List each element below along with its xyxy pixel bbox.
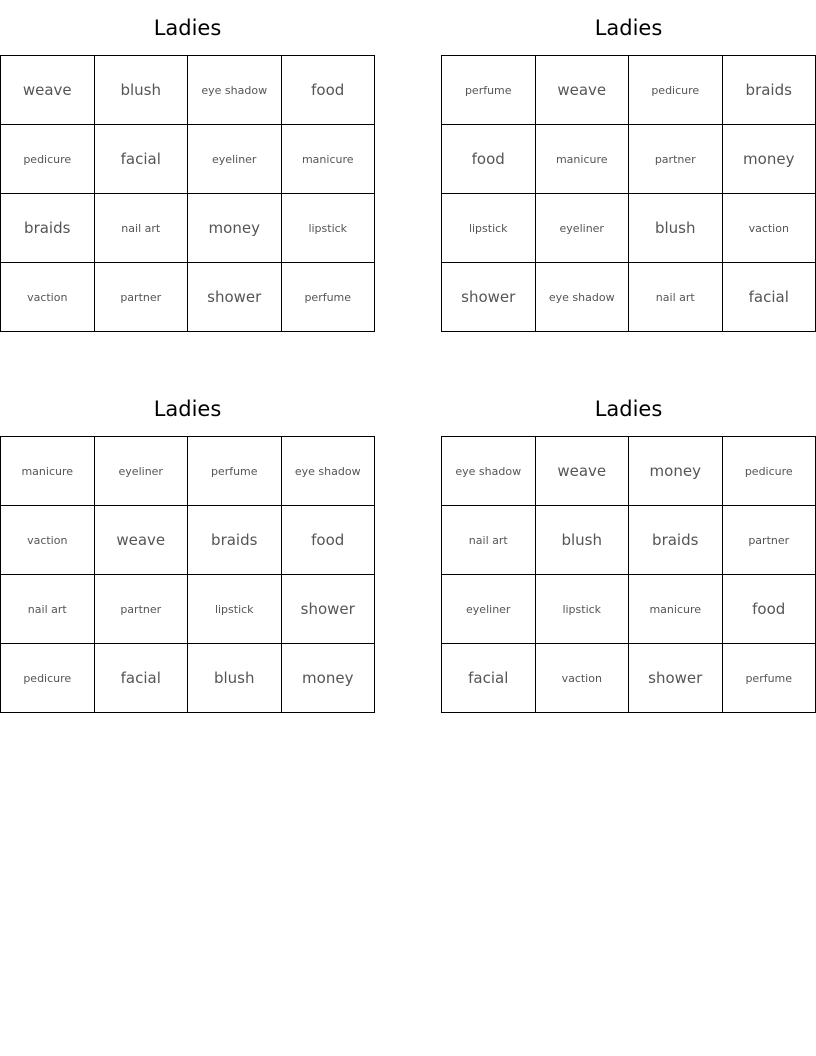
grid-cell: shower [188, 263, 282, 332]
grid-cell: lipstick [442, 194, 536, 263]
grid-cell: manicure [1, 437, 95, 506]
bingo-card-2 [441, 0, 816, 332]
grid-cell: vaction [1, 263, 95, 332]
grid-cell: partner [94, 575, 188, 644]
grid-cell: perfume [281, 263, 375, 332]
grid-cell: weave [535, 437, 629, 506]
grid-cell: nail art [629, 263, 723, 332]
card-title: Ladies [594, 397, 663, 421]
grid-cell: vaction [535, 644, 629, 713]
grid-row [442, 575, 816, 644]
grid-row [442, 125, 816, 194]
grid-cell: manicure [535, 125, 629, 194]
grid-cell: eye shadow [188, 56, 282, 125]
grid-row [442, 56, 816, 125]
grid-cell: weave [1, 56, 95, 125]
grid-cell: braids [1, 194, 95, 263]
grid-row [442, 644, 816, 713]
grid-cell: eyeliner [94, 437, 188, 506]
bingo-grid [441, 55, 816, 332]
bingo-card-3 [0, 381, 375, 713]
grid-row [1, 575, 375, 644]
grid-cell: blush [629, 194, 723, 263]
grid-cell: lipstick [188, 575, 282, 644]
grid-cell: nail art [442, 506, 536, 575]
grid-cell: partner [722, 506, 816, 575]
grid-cell: perfume [722, 644, 816, 713]
grid-cell: braids [188, 506, 282, 575]
grid-cell: perfume [442, 56, 536, 125]
grid-cell: facial [442, 644, 536, 713]
grid-row [1, 437, 375, 506]
grid-cell: money [722, 125, 816, 194]
bingo-card-1 [0, 0, 375, 332]
grid-cell: facial [94, 644, 188, 713]
grid-cell: eye shadow [535, 263, 629, 332]
bingo-card-4 [441, 381, 816, 713]
grid-row [442, 506, 816, 575]
grid-cell: food [722, 575, 816, 644]
card-title: Ladies [594, 16, 663, 40]
grid-cell: nail art [94, 194, 188, 263]
bingo-grid [0, 55, 375, 332]
grid-row [1, 263, 375, 332]
grid-cell: lipstick [281, 194, 375, 263]
grid-cell: nail art [1, 575, 95, 644]
grid-cell: eye shadow [442, 437, 536, 506]
grid-cell: pedicure [1, 125, 95, 194]
grid-cell: pedicure [722, 437, 816, 506]
grid-cell: braids [722, 56, 816, 125]
grid-cell: money [629, 437, 723, 506]
grid-row [1, 194, 375, 263]
grid-cell: weave [94, 506, 188, 575]
grid-cell: lipstick [535, 575, 629, 644]
grid-cell: food [281, 506, 375, 575]
grid-cell: blush [94, 56, 188, 125]
grid-cell: shower [629, 644, 723, 713]
grid-row [442, 263, 816, 332]
grid-cell: perfume [188, 437, 282, 506]
grid-cell: food [442, 125, 536, 194]
grid-cell: eyeliner [442, 575, 536, 644]
grid-cell: blush [188, 644, 282, 713]
grid-cell: money [188, 194, 282, 263]
grid-cell: facial [722, 263, 816, 332]
grid-cell: shower [281, 575, 375, 644]
grid-cell: pedicure [1, 644, 95, 713]
grid-cell: vaction [1, 506, 95, 575]
grid-row [1, 125, 375, 194]
grid-cell: blush [535, 506, 629, 575]
grid-row [442, 194, 816, 263]
grid-cell: shower [442, 263, 536, 332]
grid-cell: partner [94, 263, 188, 332]
grid-row [1, 506, 375, 575]
grid-cell: facial [94, 125, 188, 194]
grid-cell: pedicure [629, 56, 723, 125]
grid-cell: eye shadow [281, 437, 375, 506]
grid-row [1, 644, 375, 713]
grid-cell: manicure [629, 575, 723, 644]
bingo-grid [0, 436, 375, 713]
card-title: Ladies [153, 16, 222, 40]
grid-cell: food [281, 56, 375, 125]
grid-cell: manicure [281, 125, 375, 194]
grid-cell: braids [629, 506, 723, 575]
grid-cell: money [281, 644, 375, 713]
grid-cell: partner [629, 125, 723, 194]
grid-row [442, 437, 816, 506]
grid-cell: eyeliner [535, 194, 629, 263]
grid-cell: eyeliner [188, 125, 282, 194]
grid-cell: weave [535, 56, 629, 125]
grid-cell: vaction [722, 194, 816, 263]
grid-row [1, 56, 375, 125]
card-title: Ladies [153, 397, 222, 421]
bingo-grid [441, 436, 816, 713]
